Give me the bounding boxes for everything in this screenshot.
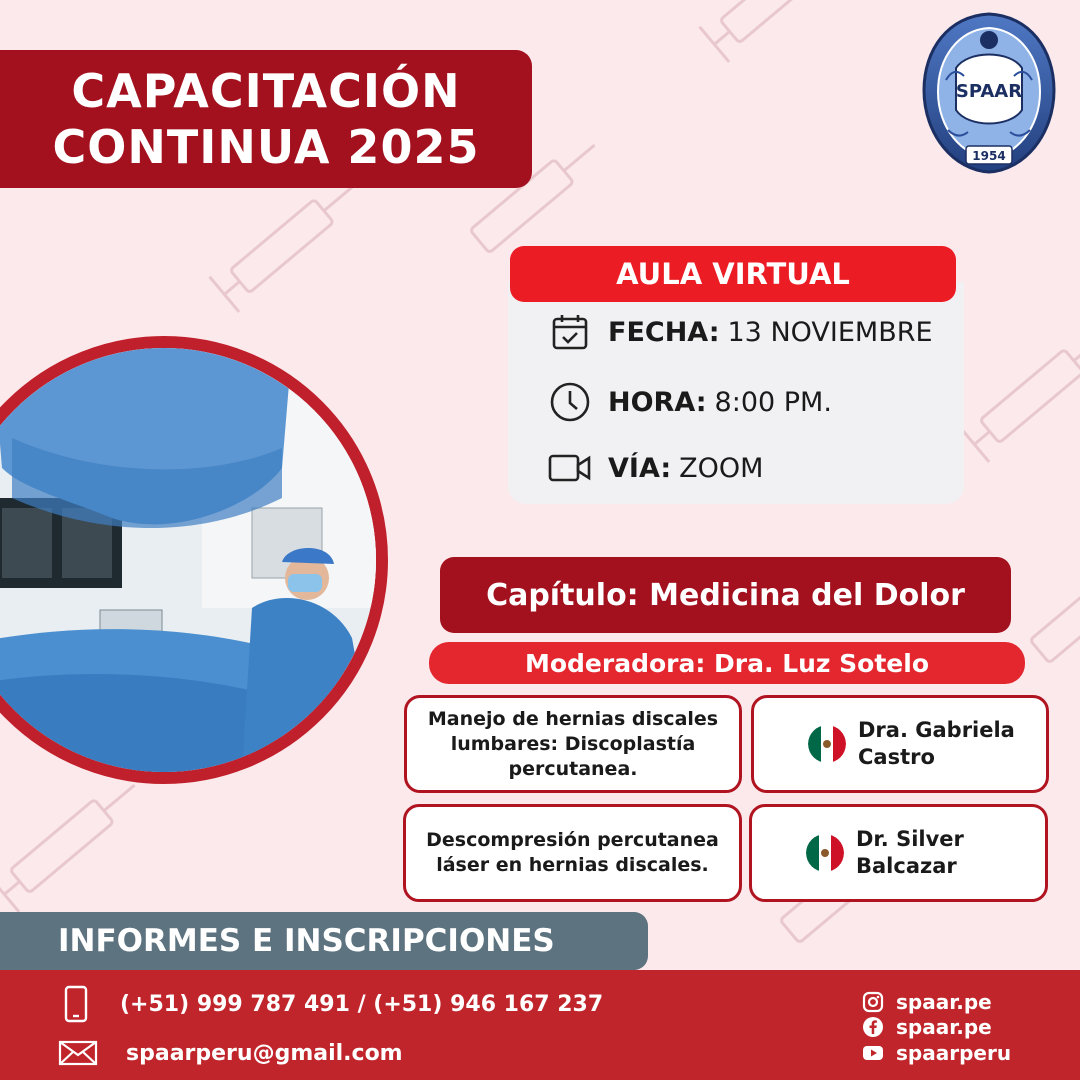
fecha-row [548,310,933,354]
session-1-topic-line-1: Manejo de hernias discales [427,707,719,730]
instagram-handle: spaar.pe [896,990,992,1014]
title-line-2: CONTINUA 2025 [52,120,480,174]
email-address[interactable]: spaarperu@gmail.com [126,1040,403,1066]
instagram-icon [862,991,884,1013]
email-contact [58,1040,403,1066]
session-2-topic-line-2: láser en hernias discales. [436,854,709,876]
instagram-link[interactable] [862,990,992,1014]
session-1-speaker-line-1: Dra. Gabriela [858,718,1015,742]
chapter-banner: Capítulo: Medicina del Dolor [440,557,1011,633]
operating-room-illustration [0,348,376,772]
youtube-link[interactable] [862,1041,1011,1065]
session-1-topic [404,695,742,793]
informes-banner: INFORMES E INSCRIPCIONES [0,912,648,970]
hora-row [548,380,832,424]
session-2-speaker [749,804,1048,902]
facebook-icon [862,1016,884,1038]
session-1-topic-line-2: lumbares: Discoplastía [450,732,696,755]
title-line-1: CAPACITACIÓN [71,64,461,118]
clock-icon [548,380,592,424]
phone-numbers[interactable]: (+51) 999 787 491 / (+51) 946 167 237 [120,991,604,1017]
mexico-flag-icon [808,725,846,763]
facebook-link[interactable] [862,1015,992,1039]
via-value: ZOOM [679,452,764,484]
hora-value: 8:00 PM. [714,386,832,418]
via-label: VÍA: [608,452,672,484]
calendar-icon [548,310,592,354]
phone-icon [64,985,88,1023]
aula-virtual-header: AULA VIRTUAL [510,246,956,302]
logo-year: 1954 [972,149,1006,163]
youtube-icon [862,1042,884,1064]
session-2-topic-line-1: Descompresión percutanea [426,829,719,851]
fecha-label: FECHA: [608,316,720,348]
spaar-logo [918,10,1060,176]
envelope-icon [58,1040,98,1066]
via-row [548,446,763,490]
facebook-handle: spaar.pe [896,1015,992,1039]
session-2-speaker-line-2: Balcazar [856,854,957,878]
session-2-topic [403,804,742,902]
session-1-speaker-line-2: Castro [858,745,935,769]
title-banner [0,50,532,188]
moderator-banner: Moderadora: Dra. Luz Sotelo [429,642,1025,684]
phone-contact [64,985,603,1023]
hora-label: HORA: [608,386,707,418]
mexico-flag-icon [806,834,844,872]
session-2-speaker-line-1: Dr. Silver [856,827,964,851]
fecha-value: 13 NOVIEMBRE [727,316,933,348]
video-camera-icon [548,446,592,490]
session-1-topic-line-3: percutanea. [508,757,638,780]
youtube-handle: spaarperu [896,1041,1012,1065]
logo-text: SPAAR [955,81,1023,102]
session-1-speaker [751,695,1049,793]
